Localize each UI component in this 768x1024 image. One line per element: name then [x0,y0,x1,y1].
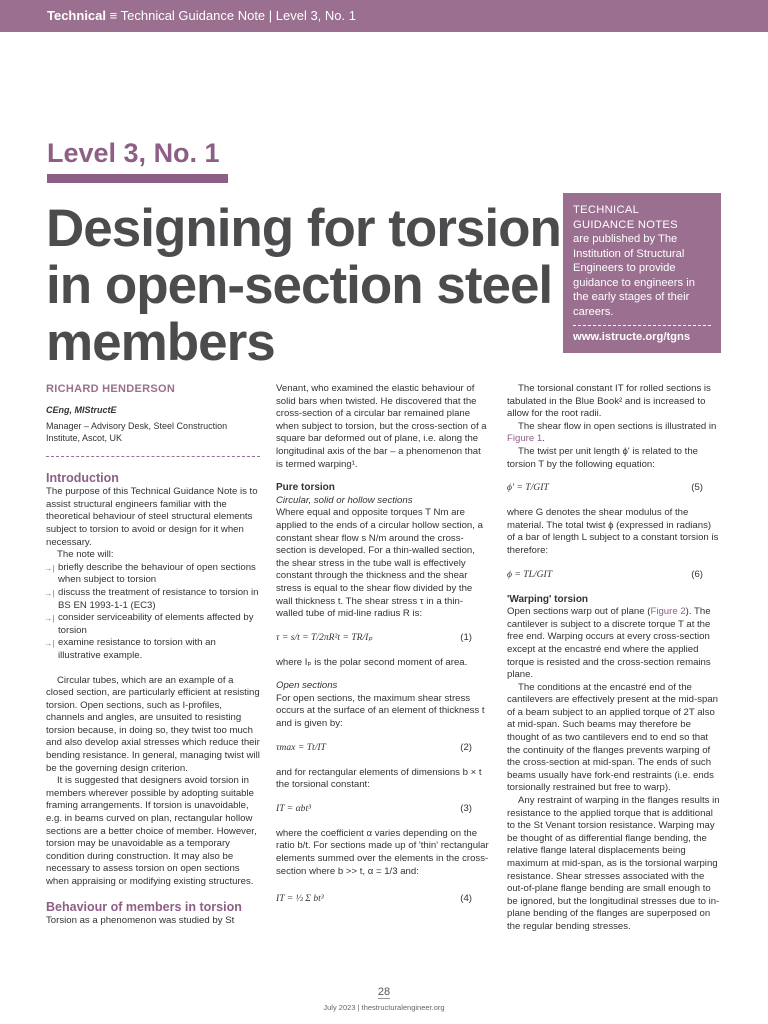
equation-2 [276,737,490,759]
figure-2-link[interactable]: Figure 2 [650,606,686,618]
pure-torsion-heading: Pure torsion [276,482,335,494]
column-1 [46,383,260,927]
paragraph-coefficient: where the coefficient α varies depending on the ratio b/t. For sections made up of 'thin' rectangular elements summed over the elements in the cross-section where b >> t, α = 1/3 and: [276,827,489,877]
level-label: Level 3, No. 1 [47,138,220,168]
level-underline [47,174,228,183]
equation-5-number: (5) [691,482,703,494]
menu-icon[interactable]: ≡ [109,8,118,23]
column-3 [507,383,721,934]
box-caption-2: GUIDANCE NOTES [573,218,678,231]
box-divider [573,325,711,326]
page-number: 28 [377,986,391,998]
intro-bullet-list [46,562,260,663]
header-bar [0,0,768,32]
paragraph-open-sections: For open sections, the maximum shear stress occurs at the surface of an element of thickness t and is given by: [276,692,485,730]
equation-6-number: (6) [691,568,703,580]
footer-text: July 2023 | thestructuralengineer.org [323,1003,445,1012]
box-caption-1: TECHNICAL [573,204,640,216]
author-affiliation: Manager – Advisory Desk, Steel Construction Institute, Ascot, UK [46,421,228,443]
equation-3-number: (3) [460,802,472,814]
paragraph-st-venant-start: Torsion as a phenomenon was studied by St [46,914,235,926]
tgn-info-box [563,193,721,353]
equation-6-formula: ϕ = TL/GIT [507,568,553,580]
equation-4-formula: IT = ⅓ Σ bt³ [276,893,324,905]
paragraph-restraint: Any restraint of warping in the flanges results in resistance to the applied torque that is additional to the St Venant torsion resistance. Warping may be thought of as differential flange bending, the relative flange lateral displacements being maximum at mid-span, as is the torsional warping resistance. Shear stresses associated with the out-of-plane flange bending are small enough to be ignored, but the longitudinal stresses due to in-plane bending of the flanges are superposed on the regular bending stresses. [507,795,720,932]
paragraph-twist: The twist per unit length ϕ' is related to the torsion T by the following equation: [507,445,698,470]
intro-note-lead: The note will: [57,549,114,561]
equation-4-number: (4) [460,893,472,905]
article-title: Designing for torsion in open-section steel members [46,199,561,372]
paragraph-st-venant: Venant, who examined the elastic behaviour of solid bars when twisted. He discovered that the cross-section of a circular bar remained plane when subject to torsion, but the cross-section of a square bar deformed out of plane, i.e. along the longitudinal axis of the bar – a phenomenon that is termed warping¹. [276,383,487,470]
box-description: are published by The Institution of Structural Engineers to provide guidance to engineers in the early stages of their careers. [573,233,695,318]
paragraph-warping: Open sections warp out of plane (Figure 2). The cantilever is subject to a discrete torque T at the free end. Warping occurs at every cross-section except at the encastré end where the applied torque is resisted and the cross-section remains plane. [507,606,711,681]
box-url-link[interactable]: www.istructe.org/tgns [573,331,691,343]
figure-1-link[interactable]: Figure 1 [507,433,543,445]
equation-2-formula: τmax = Tt/IT [276,741,326,753]
author-name: RICHARD HENDERSON [46,383,176,395]
equation-5-formula: ϕ' = T/GIT [507,482,549,494]
paragraph-shear-flow: Where equal and opposite torques T Nm are applied to the ends of a circular hollow section, a constant shear flow s N/m around the cross-section is developed. For a thin-walled section, the shear stress in the tube wall is effectively constant through the thickness and the shear stress is equal to the shear flow divided by the wall thickness t. The shear stress τ in a thin-walled tube of mid-line radius R is: [276,507,483,620]
paragraph-polar-moment: where Iₚ is the polar second moment of area. [276,656,468,668]
paragraph-encastre: The conditions at the encastré end of the cantilevers are effectively present at the mid-span of a beam subject to an applied torque of 2T also at mid-span. Such beams may therefore be thought of as two cantilevers end to end so that the continuity of the flanges prevents warping of the cross-section at mid-span. The ends of such beams usually have fork-end restraints (i.e. ends torsionally restrained but free to warp). [507,681,718,794]
header-series: Technical Guidance Note | Level 3, No. 1 [120,8,356,23]
list-item: →| consider serviceability of elements affected by torsion [46,612,260,637]
list-item: →| discuss the treatment of resistance to torsion in BS EN 1993-1-1 (EC3) [46,587,260,612]
paragraph-avoid-torsion: It is suggested that designers avoid torsion in members wherever possible by adopting suitable framing arrangements. If torsion is unavoidable, e.g. in beams curved on plan, rectangular hollow sections are a better choice of member. However, torsion may be unavoidable as a temporary condition during construction. It may also be necessary to assess torsion on open sections when appraising or modifying existing structures. [46,775,257,887]
behaviour-heading: Behaviour of members in torsion [46,899,242,914]
equation-5 [507,477,721,499]
equation-1 [276,627,490,649]
author-divider [46,456,260,457]
equation-2-number: (2) [460,741,472,753]
introduction-heading: Introduction [46,471,119,486]
footer-divider [378,998,390,999]
open-sections-subheading: Open sections [276,680,338,692]
author-credentials: CEng, MIStructE [46,404,117,415]
equation-1-formula: τ = s/t = T/2πR²t = TR/Iₚ [276,631,373,643]
paragraph-rectangular-elements: and for rectangular elements of dimensions b × t the torsional constant: [276,766,482,791]
column-2 [276,383,490,918]
list-item: →| examine resistance to torsion with an illustrative example. [46,637,260,662]
equation-6 [507,564,721,586]
intro-paragraph: The purpose of this Technical Guidance Note is to assist structural engineers familiar with the theoretical behaviour of steel structural elements subject to torsion to avoid or design for it when necessary. [46,486,258,548]
paragraph-torsional-constant: The torsional constant IT for rolled sections is tabulated in the Blue Book² and is increased to allow for the root radii. [507,383,711,420]
equation-4 [276,888,490,910]
paragraph-circular-tubes: Circular tubes, which are an example of a closed section, are particularly efficient at resisting torsion. Open sections, such as I-profiles, channels and angles, are unsuited to resisting torsion because, in doing so, they twist too much and also develop axial stresses which reduce their bending resistance. In general, managing twist will be the governing design criterion. [46,674,260,774]
equation-3 [276,798,490,820]
paragraph-shear-flow-figure: The shear flow in open sections is illustrated in Figure 1. [507,420,717,445]
list-item: →| briefly describe the behaviour of open sections when subject to torsion [46,562,260,587]
equation-1-number: (1) [460,631,472,643]
equation-3-formula: IT = αbt³ [276,802,312,814]
header-section[interactable]: Technical [47,8,107,23]
warping-torsion-heading: 'Warping' torsion [507,593,589,605]
circular-sections-subheading: Circular, solid or hollow sections [276,494,413,506]
paragraph-shear-modulus: where G denotes the shear modulus of the material. The total twist ϕ (expressed in radians) of a bar of length L subject to a constant torsion is therefore: [507,507,719,556]
